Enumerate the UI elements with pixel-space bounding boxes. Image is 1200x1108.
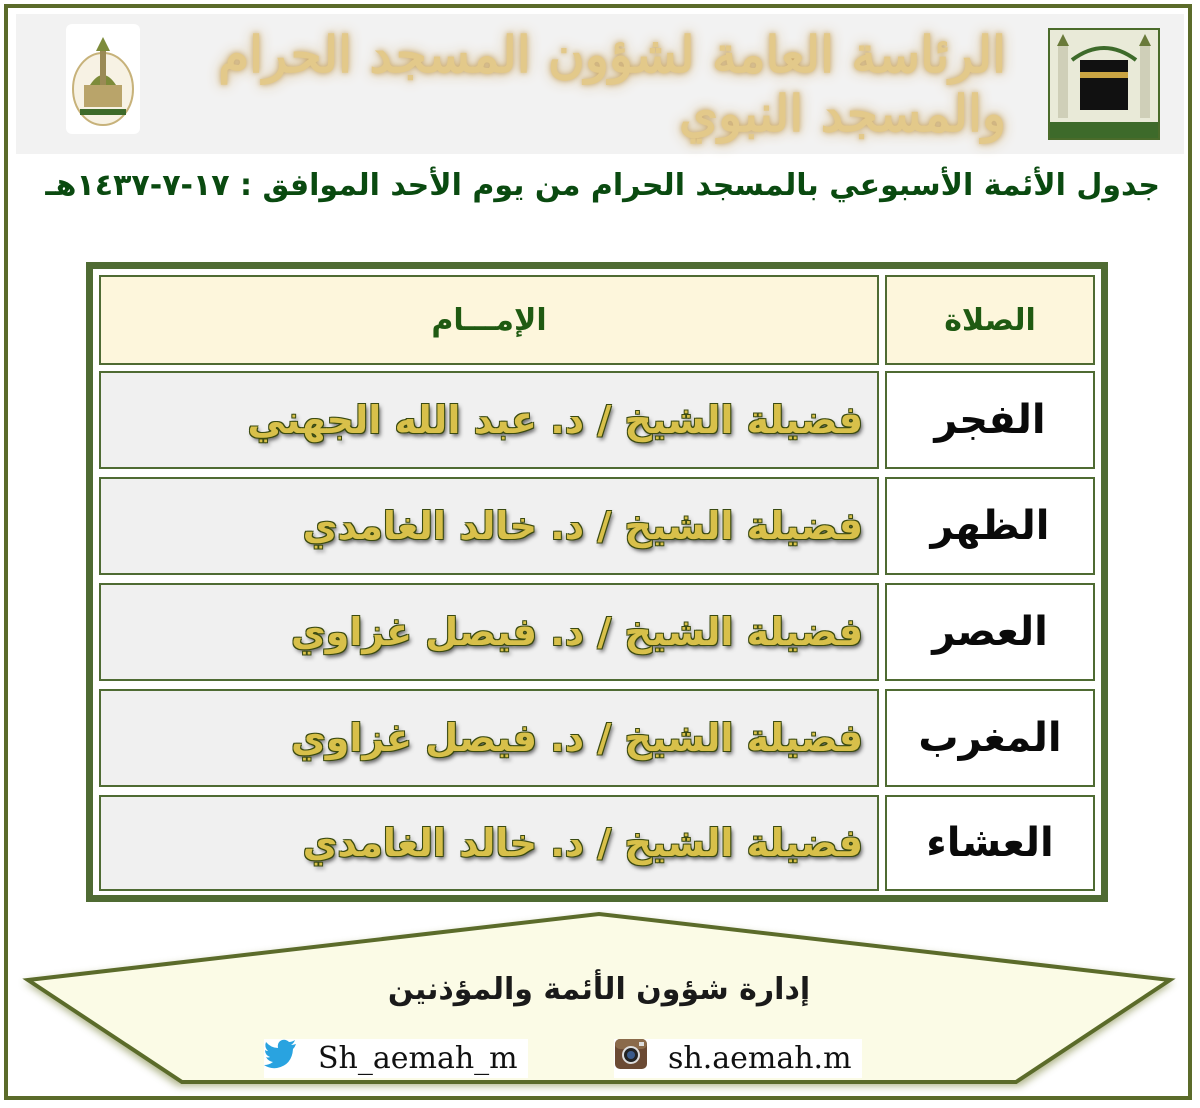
imam-cell bbox=[99, 371, 879, 469]
prayer-name: الفجر bbox=[934, 397, 1046, 443]
footer-title: إدارة شؤون الأئمة والمؤذنين bbox=[387, 972, 811, 1007]
table-row bbox=[99, 583, 1095, 681]
table-row bbox=[99, 477, 1095, 575]
schedule-subtitle: جدول الأئمة الأسبوعي بالمسجد الحرام من يوم الأحد الموافق : ١٧-٧-١٤٣٧هـ bbox=[45, 168, 1160, 203]
imam-cell bbox=[99, 583, 879, 681]
prayer-name: المغرب bbox=[918, 715, 1062, 761]
prayer-name: العشاء bbox=[926, 820, 1054, 866]
header-banner bbox=[16, 14, 1184, 154]
prayer-header-label: الصلاة bbox=[944, 302, 1036, 338]
prayer-column-header bbox=[885, 275, 1095, 365]
instagram-icon bbox=[624, 1042, 658, 1074]
twitter-box bbox=[264, 1039, 528, 1078]
table-header-row bbox=[99, 275, 1095, 365]
prayer-cell bbox=[885, 795, 1095, 891]
imam-name: فضيلة الشيخ / د. فيصل غزاوي bbox=[290, 610, 863, 654]
instagram-handle: sh.aemah.m bbox=[668, 1040, 852, 1076]
table-row bbox=[99, 371, 1095, 469]
imam-cell bbox=[99, 477, 879, 575]
imam-name: فضيلة الشيخ / د. عبد الله الجهني bbox=[247, 398, 863, 442]
imam-header-label: الإمـــام bbox=[431, 302, 547, 338]
imam-cell bbox=[99, 795, 879, 891]
table-row bbox=[99, 689, 1095, 787]
imams-table bbox=[86, 262, 1108, 902]
twitter-link[interactable] bbox=[264, 1038, 528, 1078]
prayer-cell bbox=[885, 477, 1095, 575]
imam-column-header bbox=[99, 275, 879, 365]
imam-cell bbox=[99, 689, 879, 787]
prayer-name: الظهر bbox=[930, 503, 1050, 549]
mosque-logo-icon bbox=[66, 24, 140, 134]
prayer-cell bbox=[885, 689, 1095, 787]
instagram-link[interactable] bbox=[614, 1038, 862, 1078]
prayer-cell bbox=[885, 371, 1095, 469]
table-row bbox=[99, 795, 1095, 891]
twitter-handle: Sh_aemah_m bbox=[318, 1040, 518, 1076]
prayer-name: العصر bbox=[932, 609, 1048, 655]
kaaba-logo-icon bbox=[1048, 28, 1160, 140]
imam-name: فضيلة الشيخ / د. فيصل غزاوي bbox=[290, 716, 863, 760]
twitter-icon bbox=[274, 1042, 308, 1074]
imam-name: فضيلة الشيخ / د. خالد الغامدي bbox=[302, 821, 863, 865]
prayer-cell bbox=[885, 583, 1095, 681]
imam-name: فضيلة الشيخ / د. خالد الغامدي bbox=[302, 504, 863, 548]
header-title: الرئاسة العامة لشؤون المسجد الحرام والمسجد النبوي bbox=[218, 25, 1006, 143]
instagram-box bbox=[614, 1039, 862, 1078]
footer-banner bbox=[14, 910, 1184, 1100]
